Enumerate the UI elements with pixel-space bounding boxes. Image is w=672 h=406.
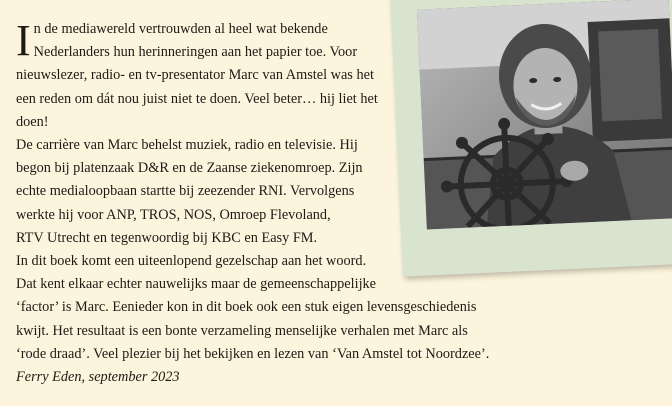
intro-line: Nederlanders hun herinneringen aan het papier toe. Voor (33, 44, 358, 61)
portrait-photo (417, 0, 672, 230)
intro-line: doen! (16, 113, 49, 130)
career-line: De carrière van Marc behelst muziek, radio en televisie. Hij (16, 137, 358, 154)
portrait-illustration (417, 0, 672, 230)
drop-cap: I (16, 16, 31, 65)
book-line: kwijt. Het resultaat is een bonte verzameling menselijke verhalen met Marc als (16, 322, 468, 339)
signature: Ferry Eden, september 2023 (16, 369, 180, 386)
career-line: echte medialoopbaan startte bij zeezender RNI. Vervolgens (16, 183, 355, 200)
career-line: RTV Utrecht en tegenwoordig bij KBC en Easy FM. (16, 229, 318, 246)
career-line: begon bij platenzaak D&R en de Zaanse ziekenomroep. Zijn (16, 160, 363, 177)
intro-line: een reden om dát nou juist niet te doen. Veel beter… hij liet het (16, 90, 378, 107)
intro-line: nieuwslezer, radio- en tv-presentator Marc van Amstel was het (16, 67, 374, 84)
book-line: ‘factor’ is Marc. Eenieder kon in dit boek ook een stuk eigen levensgeschiedenis (16, 299, 477, 316)
book-line: In dit boek komt een uiteenlopend gezelschap aan het woord. (16, 253, 367, 270)
book-line: ‘rode draad’. Veel plezier bij het bekijken en lezen van ‘Van Amstel tot Noordzee’. (16, 345, 490, 362)
book-line: Dat kent elkaar echter nauwelijks maar de gemeenschappelijke (16, 276, 377, 293)
intro-line: n de mediawereld vertrouwden al heel wat bekende (33, 21, 328, 37)
signature-paragraph (16, 366, 486, 389)
polaroid-frame (389, 0, 672, 277)
career-line: werkte hij voor ANP, TROS, NOS, Omroep Flevoland, (16, 206, 331, 223)
